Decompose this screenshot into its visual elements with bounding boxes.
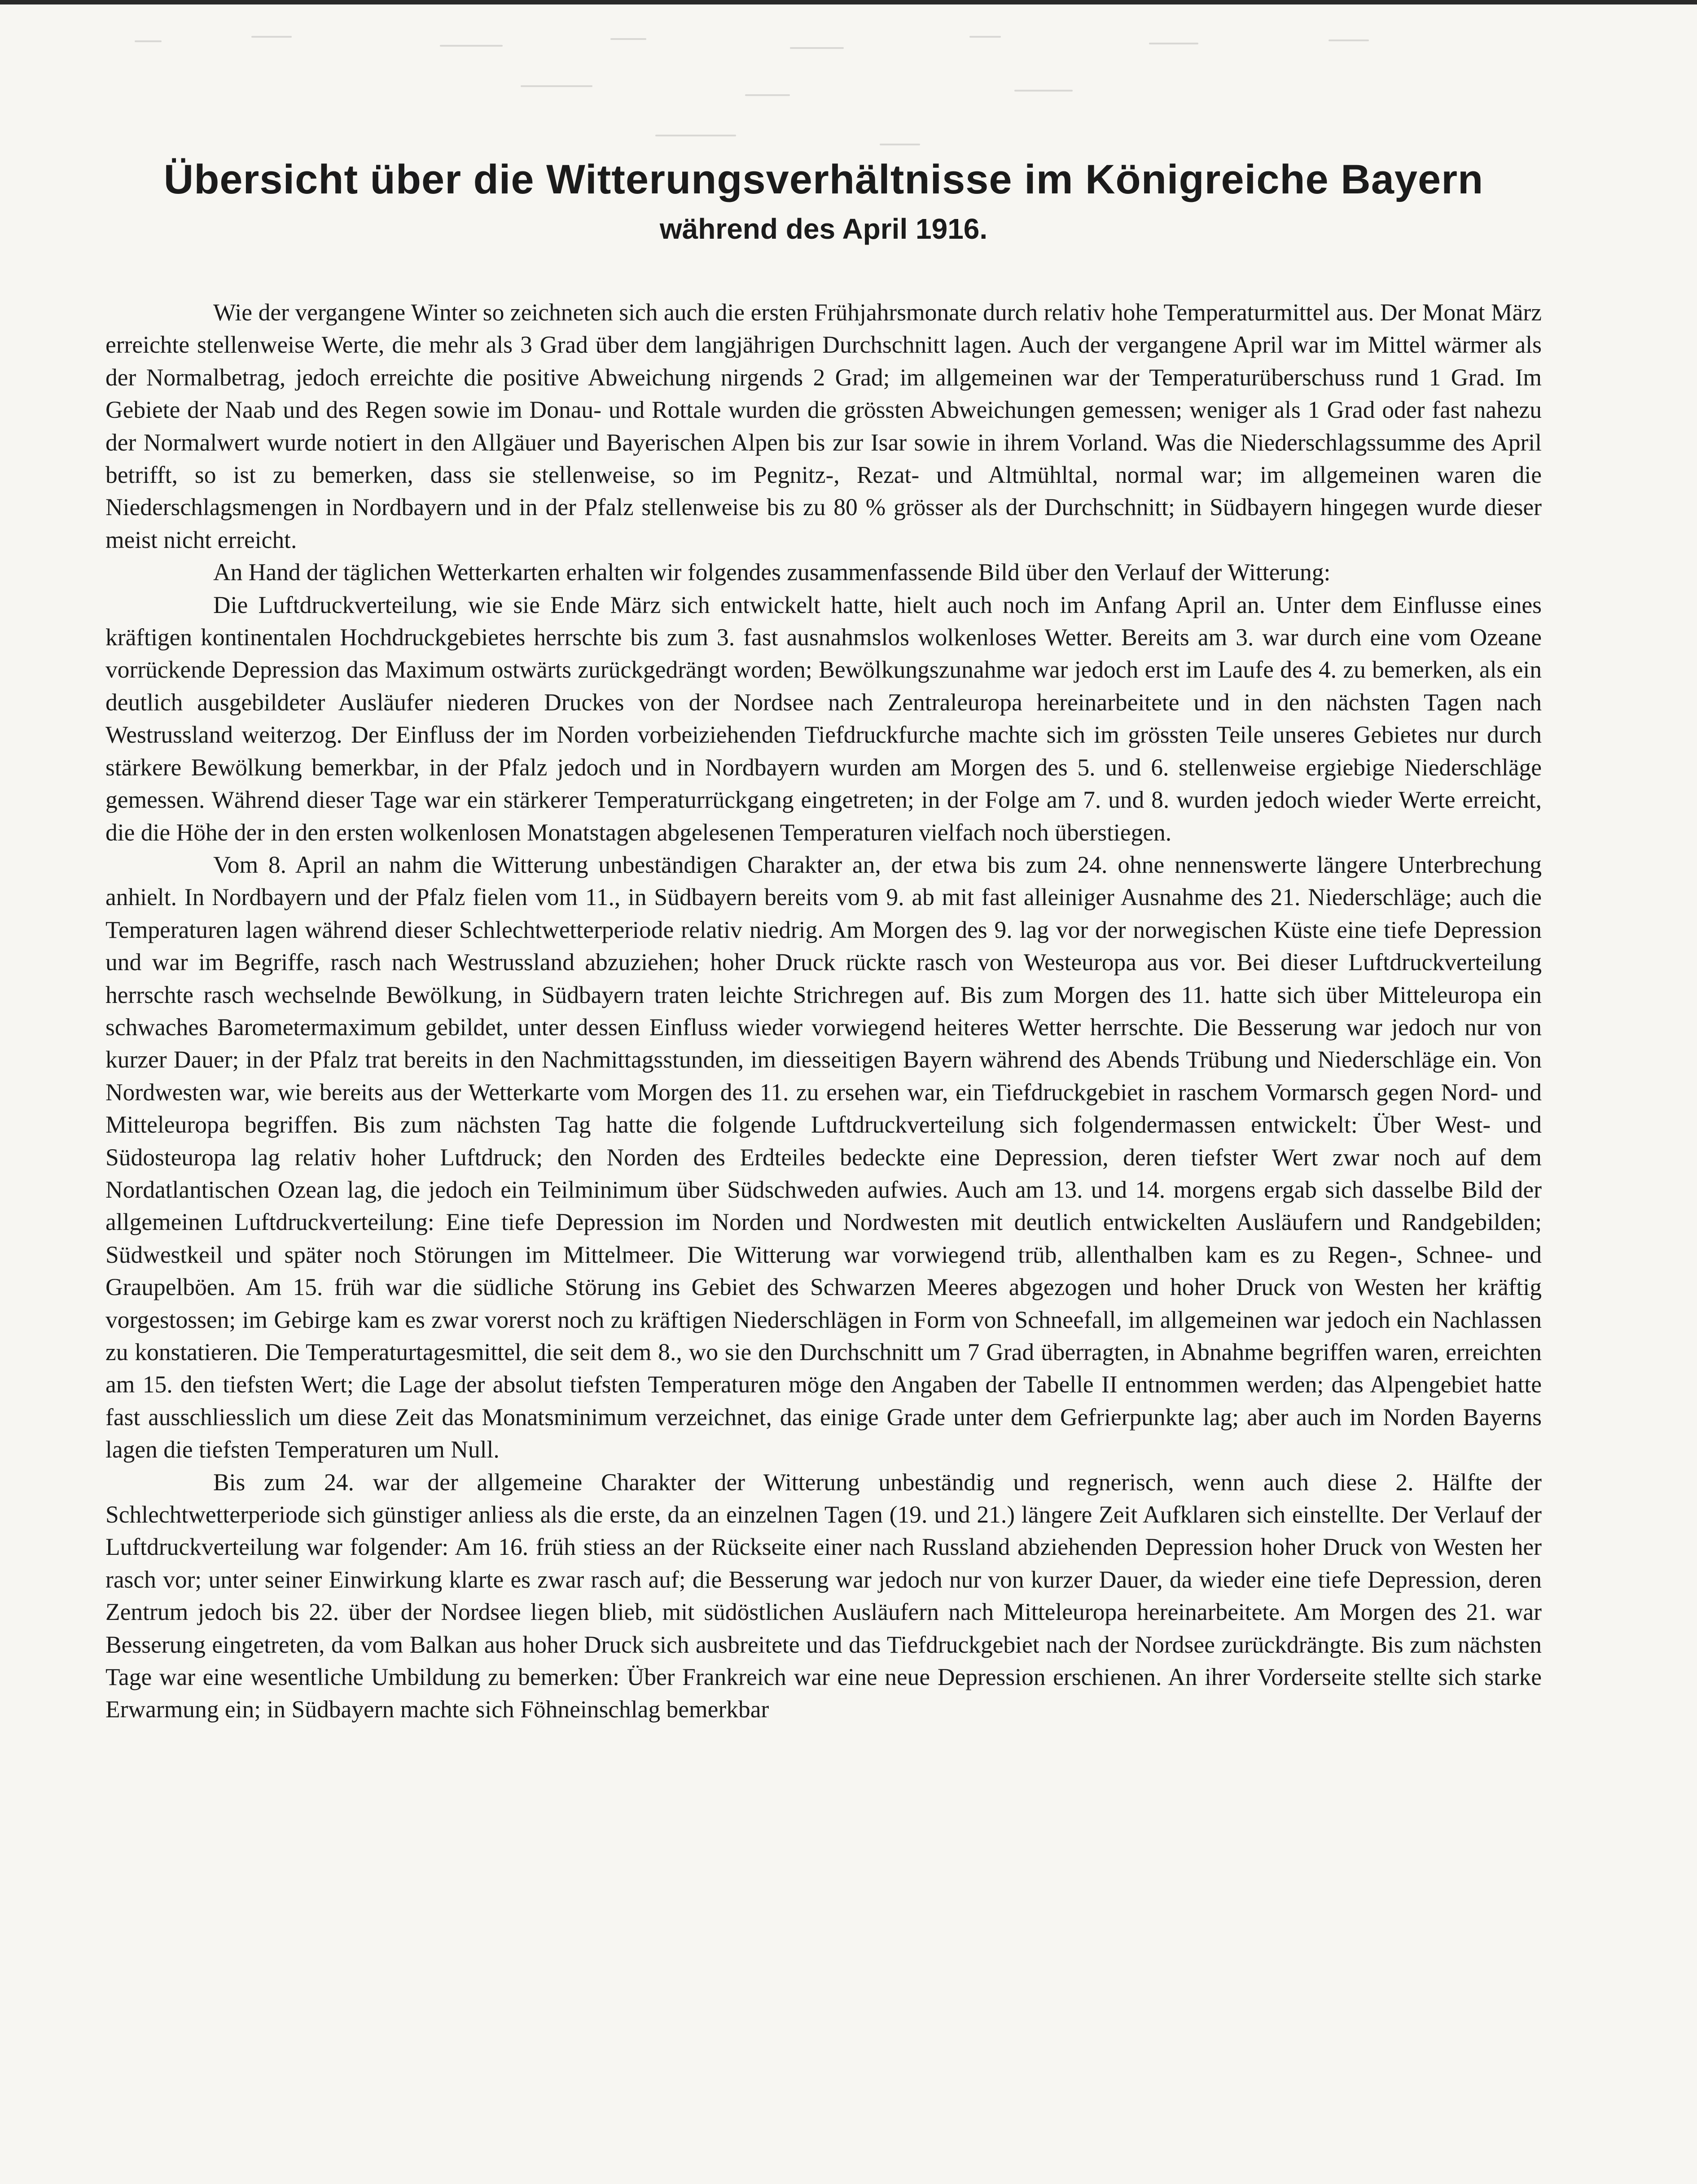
paragraph: An Hand der täglichen Wetterkarten erhalten wir folgendes zusammenfassende Bild über den Verlauf der Witterung: <box>213 559 1331 586</box>
page-top-border <box>0 0 1697 4</box>
document-body <box>105 296 1542 1726</box>
document-subtitle: während des April 1916. <box>659 213 988 245</box>
document-page <box>105 153 1542 2127</box>
paragraph: Bis zum 24. war der allgemeine Charakter der Witterung unbeständig und regnerisch, wenn auch diese 2. Hälfte der Schlechtwetterperiode sich günstiger anliess als die erste, da an einzelnen Tagen (19. und 21.) längere Zeit Aufklaren sich einstellte. Der Verlauf der Luftdruckverteilung war folgender: Am 16. früh stiess an der Rückseite einer nach Russland abziehenden Depression hoher Druck von Westen her rasch vor; unter seiner Einwirkung klarte es zwar rasch auf; die Besserung war jedoch nur von kurzer Dauer, da wieder eine tiefe Depression, deren Zentrum jedoch bis 22. über der Nordsee liegen blieb, mit südöstlichen Ausläufern nach Mitteleuropa hereinarbeitete. Am Morgen des 21. war Besserung eingetreten, da vom Balkan aus hoher Druck sich ausbreitete und das Tiefdruckgebiet nach der Nordsee zurückdrängte. Bis zum nächsten Tage war eine wesentliche Umbildung zu bemerken: Über Frankreich war eine neue Depression erschienen. An ihrer Vorderseite stellte sich starke Erwarmung ein; in Südbayern machte sich Föhneinschlag bemerkbar <box>105 1468 1542 1723</box>
scan-noise-header <box>117 27 1553 162</box>
paragraph: Vom 8. April an nahm die Witterung unbeständigen Charakter an, der etwa bis zum 24. ohne nennenswerte längere Unterbrechung anhielt. In Nordbayern und der Pfalz fielen vom 11., in Südbayern bereits vom 9. ab mit fast alleiniger Ausnahme des 21. Niederschläge; auch die Temperaturen lagen während dieser Schlechtwetterperiode relativ niedrig. Am Morgen des 9. lag vor der norwegischen Küste eine tiefe Depression und war im Begriffe, rasch nach Westrussland abzuziehen; hoher Druck rückte rasch von Westeuropa aus vor. Bei dieser Luftdruckverteilung herrschte rasch wechselnde Bewölkung, in Südbayern traten leichte Strichregen auf. Bis zum Morgen des 11. hatte sich über Mitteleuropa ein schwaches Barometermaximum gebildet, unter dessen Einfluss wieder vorwiegend heiteres Wetter herrschte. Die Besserung war jedoch nur von kurzer Dauer; in der Pfalz trat bereits in den Nachmittagsstunden, im diesseitigen Bayern während des Abends Trübung und Niederschläge ein. Von Nordwesten war, wie bereits aus der Wetterkarte vom Morgen des 11. zu ersehen war, ein Tiefdruckgebiet in raschem Vormarsch gegen Nord- und Mitteleuropa begriffen. Bis zum nächsten Tag hatte die folgende Luftdruckverteilung sich folgendermassen entwickelt: Über West- und Südosteuropa lag relativ hoher Luftdruck; den Norden des Erdteiles bedeckte eine Depression, deren tiefster Wert zwar noch auf dem Nordatlantischen Ozean lag, die jedoch ein Teilminimum über Südschweden aufwies. Auch am 13. und 14. morgens ergab sich dasselbe Bild der allgemeinen Luftdruckverteilung: Eine tiefe Depression im Norden und Nordwesten mit deutlich entwickelten Ausläufern und Randgebilden; Südwestkeil und später noch Störungen im Mittelmeer. Die Witterung war vorwiegend trüb, allenthalben kam es zu Regen-, Schnee- und Graupelböen. Am 15. früh war die südliche Störung ins Gebiet des Schwarzen Meeres abgezogen und hoher Druck von Westen her kräftig vorgestossen; im Gebirge kam es zwar vorerst noch zu kräftigen Niederschlägen in Form von Schneefall, im allgemeinen war jedoch ein Nachlassen zu konstatieren. Die Temperaturtagesmittel, die seit dem 8., wo sie den Durchschnitt um 7 Grad überragten, in Abnahme begriffen waren, erreichten am 15. den tiefsten Wert; die Lage der absolut tiefsten Temperaturen möge den Angaben der Tabelle II entnommen werden; das Alpengebiet hatte fast ausschliesslich um diese Zeit das Monatsminimum verzeichnet, das einige Grade unter dem Gefrierpunkte lag; aber auch im Norden Bayerns lagen die tiefsten Temperaturen um Null. <box>105 851 1542 1463</box>
paragraph: Wie der vergangene Winter so zeichneten sich auch die ersten Frühjahrsmonate durch relativ hohe Temperaturmittel aus. Der Monat März erreichte stellenweise Werte, die mehr als 3 Grad über dem langjährigen Durchschnitt lagen. Auch der vergangene April war im Mittel wärmer als der Normalbetrag, jedoch erreichte die positive Abweichung nirgends 2 Grad; im allgemeinen war der Temperaturüberschuss rund 1 Grad. Im Gebiete der Naab und des Regen sowie im Donau- und Rottale wurden die grössten Abweichungen gemessen; weniger als 1 Grad oder fast nahezu der Normalwert wurde notiert in den Allgäuer und Bayerischen Alpen bis zur Isar sowie in ihrem Vorland. Was die Niederschlagssumme des April betrifft, so ist zu bemerken, dass sie stellenweise, so im Pegnitz-, Rezat- und Altmühltal, normal war; im allgemeinen waren die Niederschlagsmengen in Nordbayern und in der Pfalz stellenweise bis zu 80 % grösser als der Durchschnitt; in Südbayern hingegen wurde dieser meist nicht erreicht. <box>105 299 1542 553</box>
document-title: Übersicht über die Witterungsverhältnisse im Königreiche Bayern <box>163 157 1484 202</box>
paragraph: Die Luftdruckverteilung, wie sie Ende März sich entwickelt hatte, hielt auch noch im Anfang April an. Unter dem Einflusse eines kräftigen kontinentalen Hochdruckgebietes herrschte bis zum 3. fast ausnahmslos wolkenloses Wetter. Bereits am 3. war durch eine vom Ozeane vorrückende Depression das Maximum ostwärts zurückgedrängt worden; Bewölkungszunahme war jedoch erst im Laufe des 4. zu bemerken, als ein deutlich ausgebildeter Ausläufer niederen Druckes von der Nordsee nach Zentraleuropa hereinarbeitete und in den nächsten Tagen nach Westrussland weiterzog. Der Einfluss der im Norden vorbeiziehenden Tiefdruckfurche machte sich im grössten Teile unseres Gebietes nur durch stärkere Bewölkung bemerkbar, in der Pfalz jedoch und in Nordbayern wurden am Morgen des 5. und 6. stellenweise ergiebige Niederschläge gemessen. Während dieser Tage war ein stärkerer Temperaturrückgang eingetreten; in der Folge am 7. und 8. wurden jedoch wieder Werte erreicht, die die Höhe der in den ersten wolkenlosen Monatstagen abgelesenen Temperaturen vielfach noch überstiegen. <box>105 591 1542 846</box>
